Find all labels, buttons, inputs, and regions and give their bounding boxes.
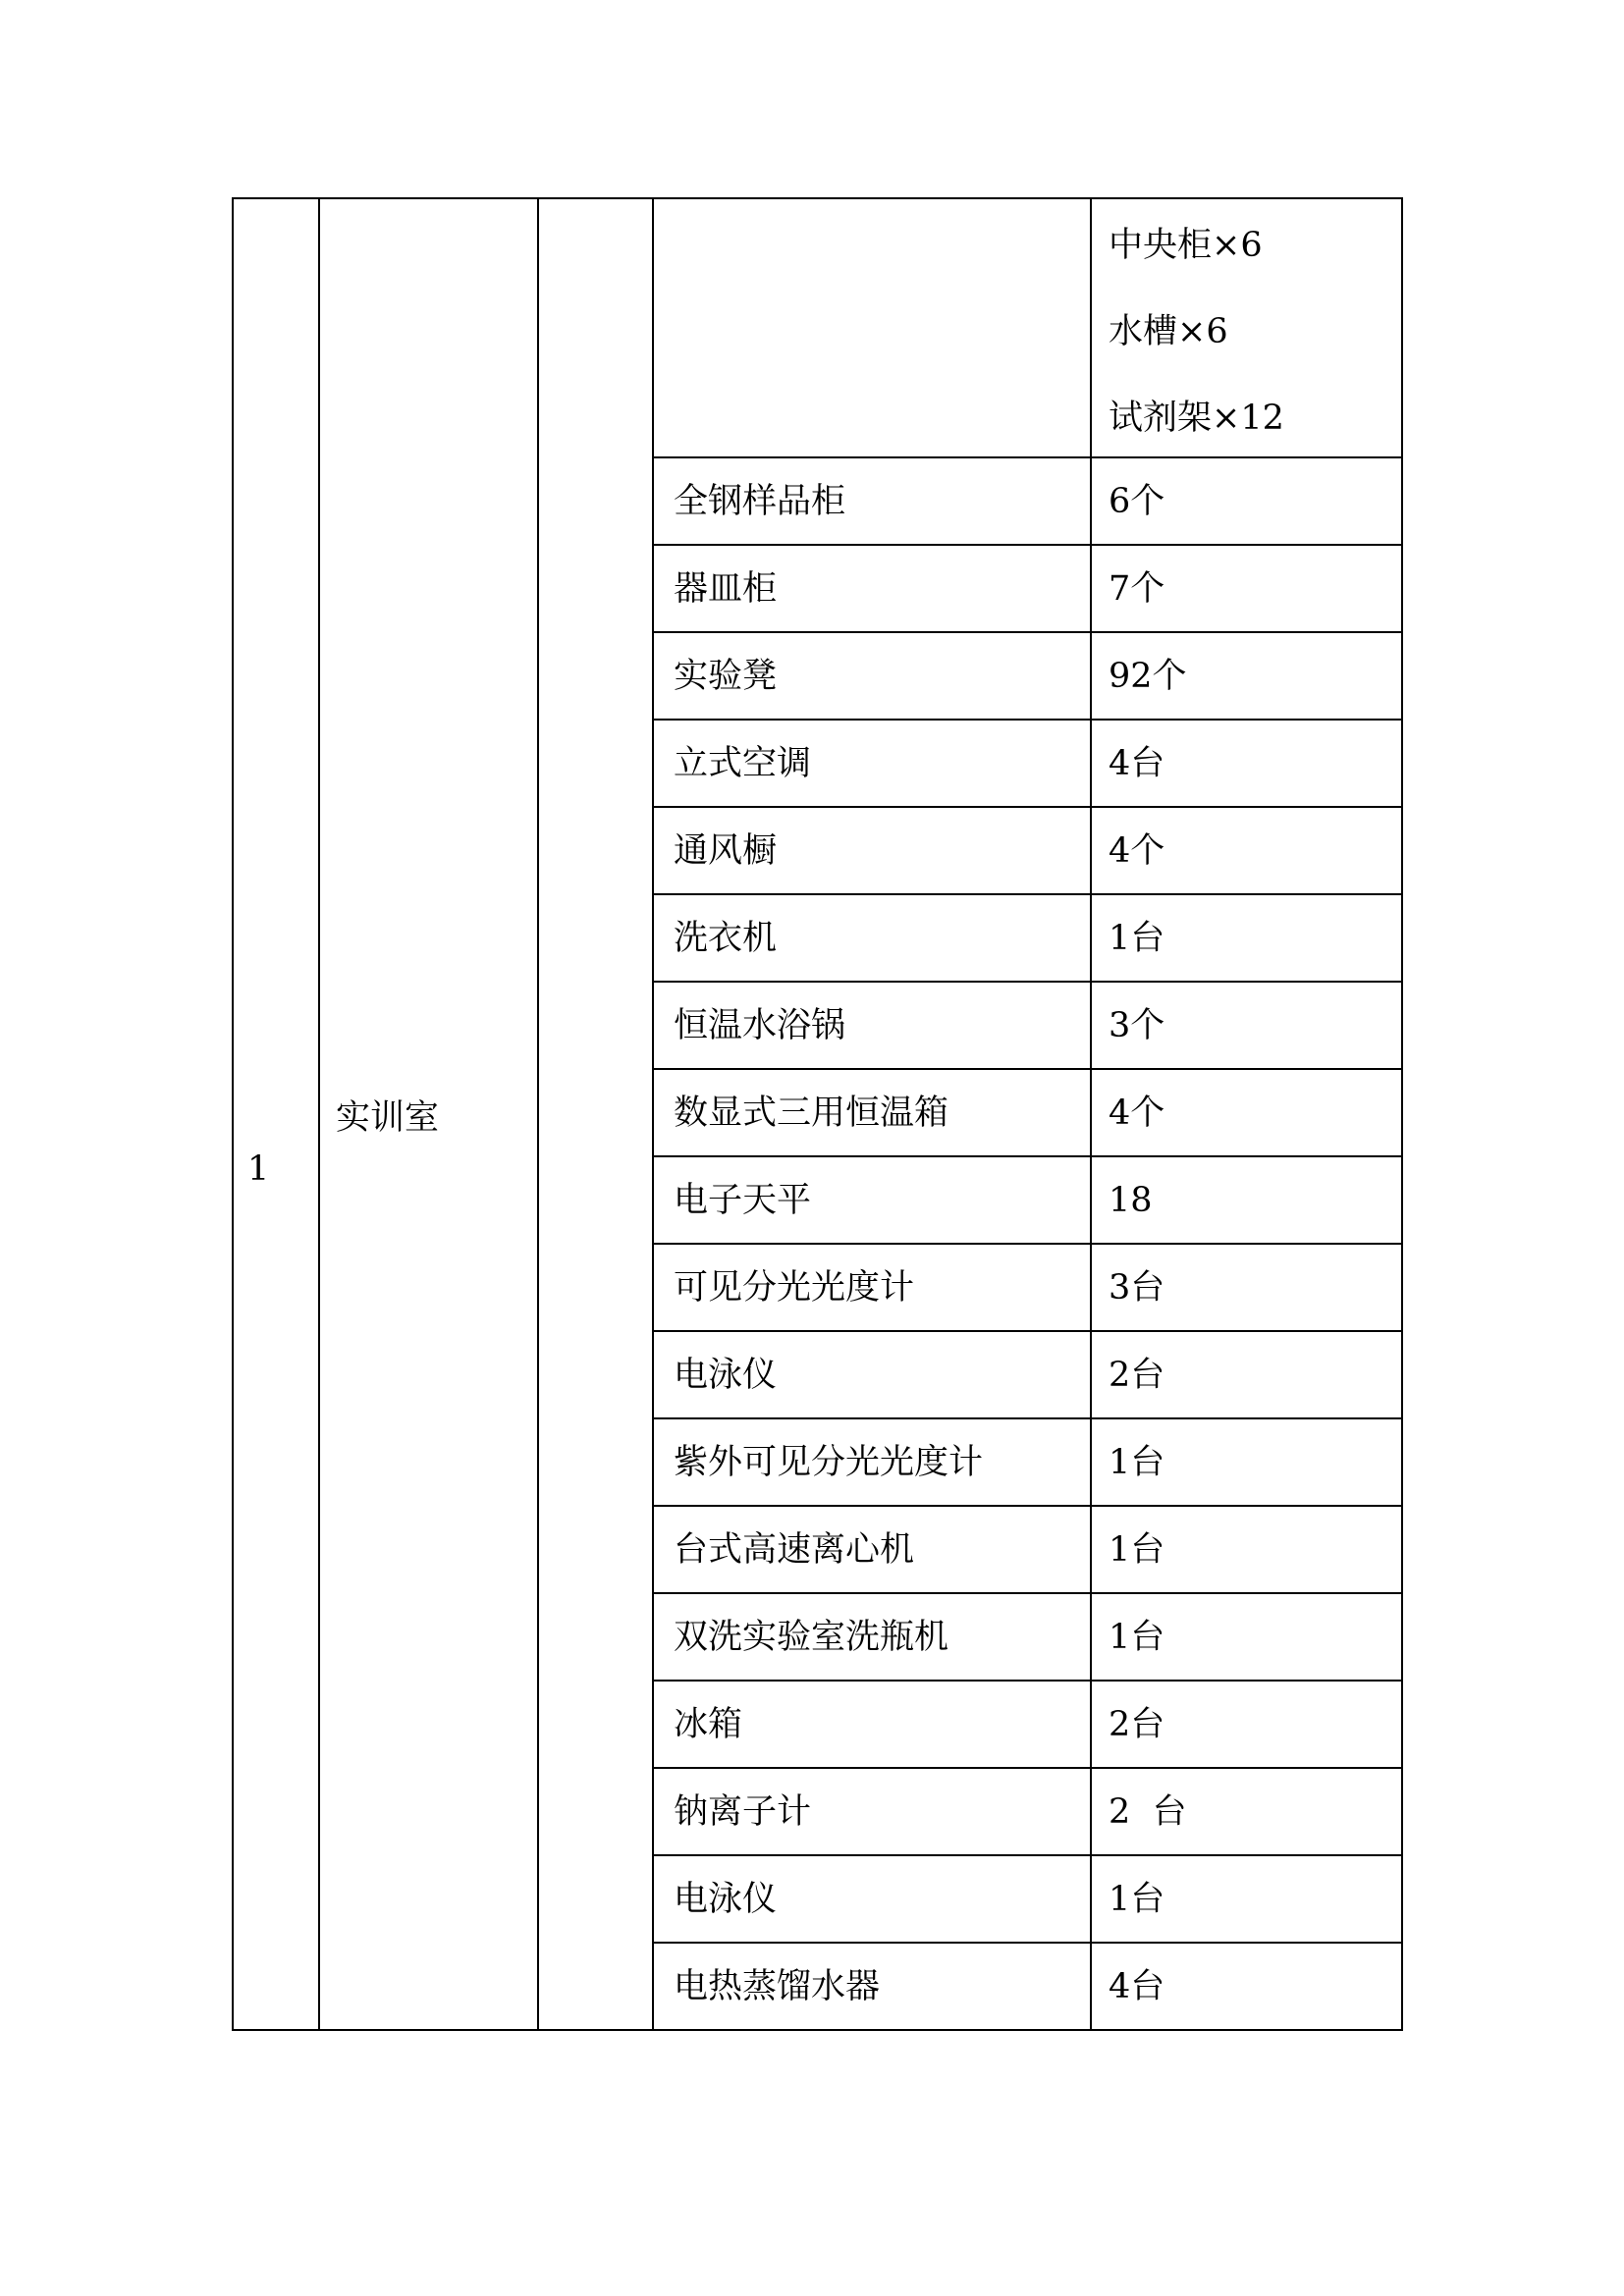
item-quantity-cell: 92个 xyxy=(1091,632,1402,720)
item-quantity-cell: 1台 xyxy=(1091,1593,1402,1681)
item-quantity-cell: 6个 xyxy=(1091,457,1402,545)
item-quantity-cell: 1台 xyxy=(1091,894,1402,982)
item-name-cell: 全钢样品柜 xyxy=(653,457,1091,545)
item-name-cell: 紫外可见分光光度计 xyxy=(653,1418,1091,1506)
item-name-cell: 冰箱 xyxy=(653,1681,1091,1768)
item-quantity-cell: 4个 xyxy=(1091,1069,1402,1156)
item-name-cell: 恒温水浴锅 xyxy=(653,982,1091,1069)
item-quantity-cell: 2台 xyxy=(1091,1681,1402,1768)
item-quantity-cell: 7个 xyxy=(1091,545,1402,632)
item-quantity-cell: 2 台 xyxy=(1091,1768,1402,1855)
item-quantity-cell: 4台 xyxy=(1091,1943,1402,2030)
quantity-line: 中央柜×6 xyxy=(1109,226,1263,265)
item-name-cell: 双洗实验室洗瓶机 xyxy=(653,1593,1091,1681)
item-quantity-cell: 2台 xyxy=(1091,1331,1402,1418)
item-name-cell: 电子天平 xyxy=(653,1156,1091,1244)
quantity-line: 水槽×6 xyxy=(1109,312,1228,351)
item-name-cell: 实验凳 xyxy=(653,632,1091,720)
room-name-cell: 实训室 xyxy=(319,198,538,2030)
item-quantity-cell: 3个 xyxy=(1091,982,1402,1069)
item-quantity-cell: 4个 xyxy=(1091,807,1402,894)
item-quantity-cell: 3台 xyxy=(1091,1244,1402,1331)
item-name-cell: 台式高速离心机 xyxy=(653,1506,1091,1593)
table-row xyxy=(233,198,1402,457)
item-name-cell: 电泳仪 xyxy=(653,1855,1091,1943)
item-name-cell: 洗衣机 xyxy=(653,894,1091,982)
item-quantity-cell: 4台 xyxy=(1091,720,1402,807)
empty-cell xyxy=(538,198,653,2030)
item-name-cell xyxy=(653,198,1091,457)
item-quantity-cell: 1台 xyxy=(1091,1855,1402,1943)
item-name-cell: 立式空调 xyxy=(653,720,1091,807)
item-quantity-cell: 1台 xyxy=(1091,1418,1402,1506)
row-number-cell: 1 xyxy=(233,198,319,2030)
equipment-table xyxy=(232,197,1403,2031)
item-name-cell: 电热蒸馏水器 xyxy=(653,1943,1091,2030)
item-quantity-cell xyxy=(1091,198,1402,457)
item-quantity-cell: 1台 xyxy=(1091,1506,1402,1593)
quantity-line: 试剂架×12 xyxy=(1109,399,1284,438)
item-name-cell: 数显式三用恒温箱 xyxy=(653,1069,1091,1156)
item-name-cell: 器皿柜 xyxy=(653,545,1091,632)
item-name-cell: 通风橱 xyxy=(653,807,1091,894)
item-quantity-cell: 18 xyxy=(1091,1156,1402,1244)
item-name-cell: 可见分光光度计 xyxy=(653,1244,1091,1331)
item-name-cell: 钠离子计 xyxy=(653,1768,1091,1855)
item-name-cell: 电泳仪 xyxy=(653,1331,1091,1418)
